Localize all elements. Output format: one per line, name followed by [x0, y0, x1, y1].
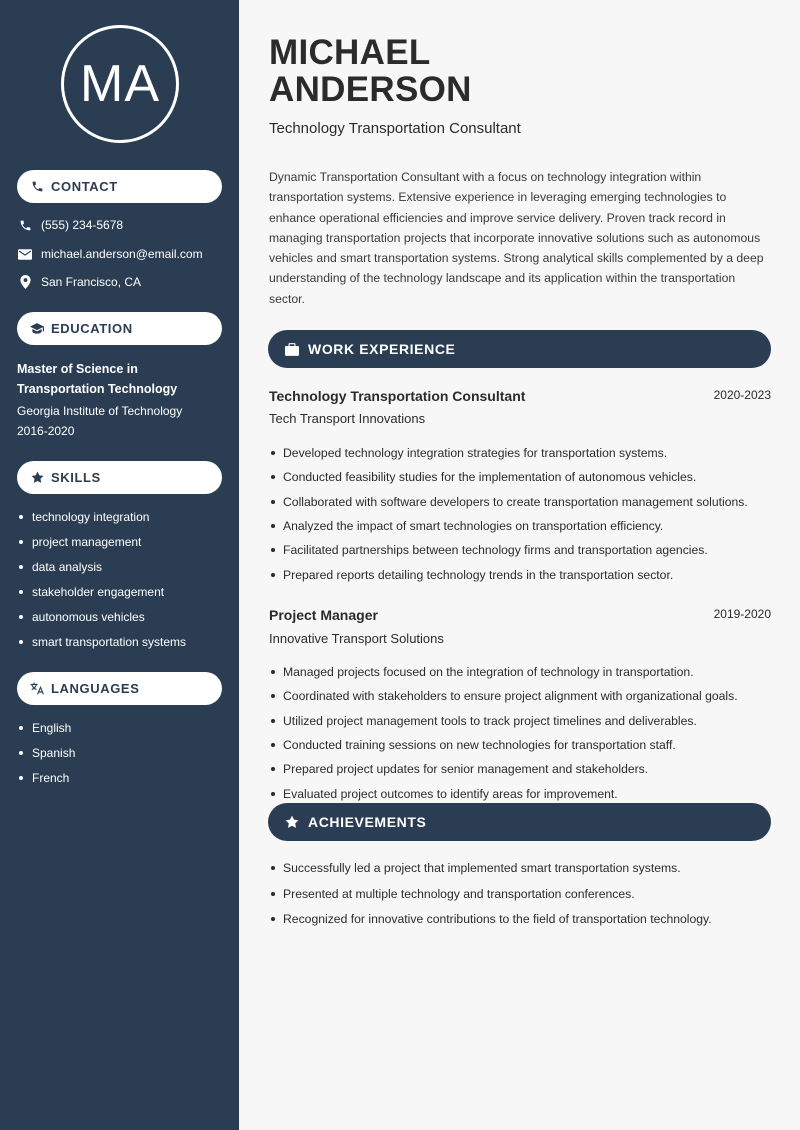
languages-heading — [17, 672, 222, 705]
job-bullet: Prepared reports detailing technology trends in the transportation sector. — [269, 562, 774, 586]
skills-list — [17, 504, 186, 654]
phone-icon — [30, 180, 44, 194]
achievement-item: Successfully led a project that implemented smart transportation systems. — [269, 855, 774, 881]
monogram-avatar: MA — [61, 25, 179, 143]
profile-summary: Dynamic Transportation Consultant with a focus on technology integration within transportation systems. Extensive experience in leveraging emerging technologies to enhance operational efficiencies and improve service delivery. Proven track record in managing transportation projects that incorporate innovative solutions such as autonomous vehicles and smart transportation systems. Strong analytical skills complemented by a deep understanding of the technology landscape and its application within the transportation sector. — [269, 170, 764, 306]
contact-heading — [17, 170, 222, 203]
work-experience-heading-label: WORK EXPERIENCE — [308, 341, 456, 357]
job-bullet: Developed technology integration strategies for transportation systems. — [269, 441, 774, 465]
briefcase-icon — [285, 342, 299, 356]
skills-heading-label: SKILLS — [51, 470, 101, 485]
job-bullet: Conducted training sessions on new technologies for transportation staff. — [269, 733, 774, 757]
education-school: Georgia Institute of Technology — [17, 404, 183, 418]
education-heading-label: EDUCATION — [51, 321, 133, 336]
languages-list — [17, 715, 75, 790]
sidebar — [0, 0, 239, 1130]
skill-item: data analysis — [17, 554, 186, 579]
contact-email[interactable] — [17, 247, 203, 261]
main-content — [239, 0, 800, 1130]
achievement-item: Presented at multiple technology and transportation conferences. — [269, 881, 774, 907]
job-bullet: Analyzed the impact of smart technologies on transportation efficiency. — [269, 514, 774, 538]
job-bullet: Collaborated with software developers to create transportation management solutions. — [269, 490, 774, 514]
job-bullets — [269, 441, 774, 587]
phone-icon — [17, 218, 33, 232]
job-bullet: Managed projects focused on the integration of technology in transportation. — [269, 660, 774, 684]
skill-item: technology integration — [17, 504, 186, 529]
contact-phone[interactable] — [17, 218, 123, 232]
job-title: Technology Transportation Consultant — [269, 388, 526, 404]
contact-heading-label: CONTACT — [51, 179, 118, 194]
candidate-name — [269, 34, 472, 108]
star-icon — [30, 471, 44, 485]
job-bullet: Coordinated with stakeholders to ensure project alignment with organizational goals. — [269, 684, 774, 708]
candidate-role: Technology Transportation Consultant — [269, 120, 521, 137]
skill-item: autonomous vehicles — [17, 604, 186, 629]
envelope-icon — [17, 247, 33, 261]
achievements-heading-label: ACHIEVEMENTS — [308, 814, 427, 830]
skill-item: project management — [17, 529, 186, 554]
job-company: Tech Transport Innovations — [269, 411, 426, 426]
achievements-list — [269, 855, 774, 932]
name-last: ANDERSON — [269, 70, 472, 109]
map-pin-icon — [17, 275, 33, 289]
education-years: 2016-2020 — [17, 424, 75, 438]
language-item: French — [17, 765, 75, 790]
achievements-heading — [268, 803, 771, 841]
contact-email-text: michael.anderson@email.com — [41, 247, 203, 261]
job-bullet: Prepared project updates for senior management and stakeholders. — [269, 757, 774, 781]
contact-location — [17, 275, 141, 289]
job-company: Innovative Transport Solutions — [269, 631, 444, 646]
star-icon — [285, 815, 299, 829]
skill-item: smart transportation systems — [17, 629, 186, 654]
job-years: 2019-2020 — [713, 607, 771, 621]
skills-heading — [17, 461, 222, 494]
skill-item: stakeholder engagement — [17, 579, 186, 604]
job-bullet: Facilitated partnerships between technology firms and transportation agencies. — [269, 538, 774, 562]
name-first: MICHAEL — [269, 33, 431, 72]
job-bullets — [269, 660, 774, 806]
education-degree: Master of Science in Transportation Technology — [17, 362, 178, 396]
graduation-cap-icon — [30, 322, 44, 336]
contact-phone-text: (555) 234-5678 — [41, 218, 124, 232]
job-bullet: Conducted feasibility studies for the implementation of autonomous vehicles. — [269, 465, 774, 489]
languages-heading-label: LANGUAGES — [51, 681, 140, 696]
language-item: English — [17, 715, 75, 740]
job-years: 2020-2023 — [713, 388, 771, 402]
work-experience-heading — [268, 330, 771, 368]
contact-location-text: San Francisco, CA — [41, 275, 142, 289]
job-bullet: Evaluated project outcomes to identify areas for improvement. — [269, 781, 774, 805]
translate-icon — [30, 682, 44, 696]
job-title: Project Manager — [269, 607, 378, 623]
job-bullet: Utilized project management tools to track project timelines and deliverables. — [269, 709, 774, 733]
language-item: Spanish — [17, 740, 75, 765]
achievement-item: Recognized for innovative contributions to the field of transportation technology. — [269, 906, 774, 932]
education-heading — [17, 312, 222, 345]
